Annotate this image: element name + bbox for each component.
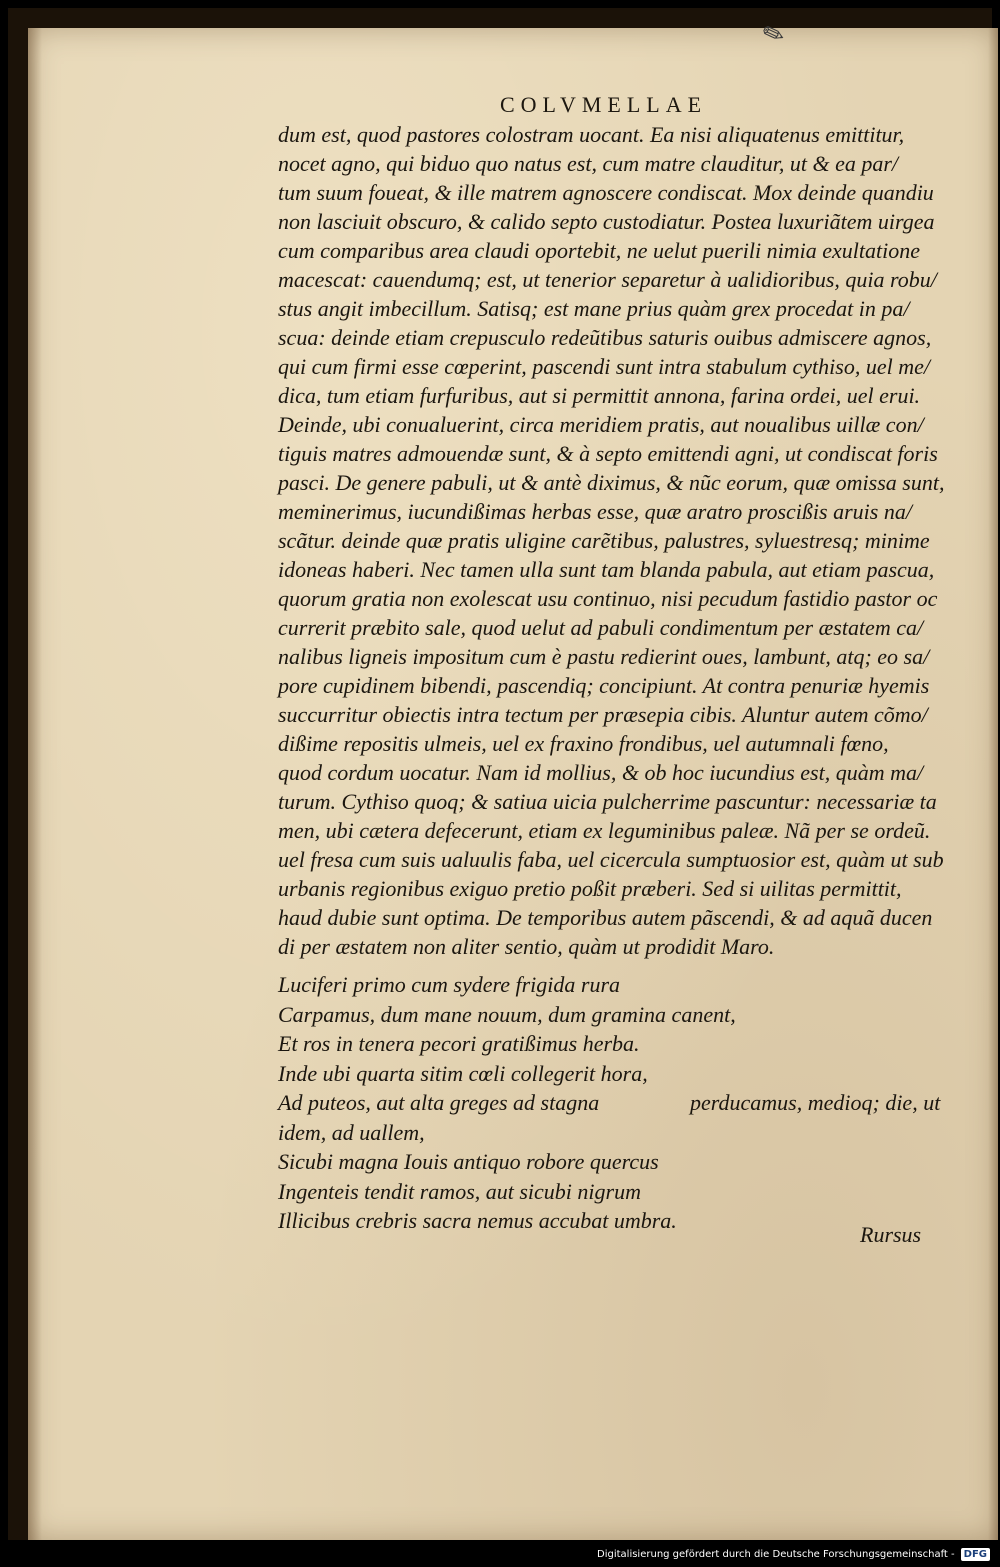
text-line: Deinde, ubi conualuerint, circa meridiem pratis, aut noualibus uillæ con/ bbox=[278, 412, 924, 437]
text-line: dica, tum etiam furfuribus, aut si permittit annona, farina ordei, uel erui. bbox=[278, 383, 921, 408]
text-line: scua: deinde etiam crepusculo redeũtibus saturis ouibus admiscere agnos, bbox=[278, 325, 932, 350]
text-line: haud dubie sunt optima. De temporibus autem pãscendi, & ad aquã ducen bbox=[278, 905, 933, 930]
text-line: tum suum foueat, & ille matrem agnoscere condiscat. Mox deinde quandiu bbox=[278, 180, 934, 205]
text-line: dum est, quod pastores colostram uocant. Ea nisi aliquatenus emittitur, bbox=[278, 122, 905, 147]
verse-text: Luciferi primo cum sydere frigida rura bbox=[278, 972, 620, 997]
footer-credit bbox=[597, 1548, 990, 1561]
verse-line bbox=[278, 1177, 958, 1207]
verse-continuation: perducamus, medioq; die, ut bbox=[690, 1090, 941, 1115]
verse-text: idem, ad uallem, bbox=[278, 1119, 425, 1145]
text-line: dißime repositis ulmeis, uel ex fraxino frondibus, uel autumnali fœno, bbox=[278, 731, 889, 756]
catchword: Rursus bbox=[860, 1222, 922, 1247]
running-head: COLVMELLAE bbox=[500, 92, 708, 117]
text-line: di per æstatem non aliter sentio, quàm ut prodidit Maro. bbox=[278, 934, 775, 959]
verse-text: Inde ubi quarta sitim cœli collegerit hora, bbox=[278, 1060, 648, 1086]
verse-text: Et ros in tenera pecori gratißimus herba. bbox=[278, 1031, 640, 1056]
ink-mark-icon: ✎ bbox=[758, 17, 790, 53]
dfg-logo: DFG bbox=[961, 1548, 990, 1561]
text-line: idoneas haberi. Nec tamen ulla sunt tam blanda pabula, aut etiam pascua, bbox=[278, 557, 935, 582]
text-line: urbanis regionibus exiguo pretio poßit præberi. Sed si uilitas permittit, bbox=[278, 876, 902, 901]
verse-line bbox=[278, 1147, 958, 1177]
verse-text: Carpamus, dum mane nouum, dum gramina canent, bbox=[278, 1001, 736, 1027]
footer-text: Digitalisierung gefördert durch die Deutsche Forschungsgemeinschaft - bbox=[597, 1549, 955, 1560]
text-line: scãtur. deinde quæ pratis uligine carẽtibus, palustres, syluestresq; minime bbox=[278, 528, 930, 553]
verse-line bbox=[278, 1029, 958, 1059]
text-line: nalibus ligneis impositum cum è pastu redierint oues, lambunt, atq; eo sa/ bbox=[278, 644, 930, 669]
text-line: tiguis matres admouendæ sunt, & à septo emittendi agni, ut condiscat foris bbox=[278, 441, 938, 466]
verse-text: Sicubi magna Iouis antiquo robore quercus bbox=[278, 1149, 659, 1174]
text-line: turum. Cythiso quoq; & satiua uicia pulcherrime pascuntur: necessariæ ta bbox=[278, 789, 937, 814]
text-line: pasci. De genere pabuli, ut & antè diximus, & nũc eorum, quæ omissa sunt, bbox=[278, 470, 945, 495]
text-line: pore cupidinem bibendi, pascendiq; concipiunt. At contra penuriæ hyemis bbox=[278, 673, 930, 698]
text-line: uel fresa cum suis ualuulis faba, uel cicercula sumptuosior est, quàm ut sub bbox=[278, 847, 944, 872]
text-line: cum comparibus area claudi oportebit, ne uelut puerili nimia exultatione bbox=[278, 238, 920, 263]
text-line: succurritur obiectis intra tectum per præsepia cibis. Aluntur autem cõmo/ bbox=[278, 702, 928, 727]
page-shadow-left bbox=[28, 28, 42, 1540]
verse-line bbox=[278, 1088, 958, 1118]
verse-line bbox=[278, 1206, 958, 1236]
text-line: nocet agno, qui biduo quo natus est, cum matre clauditur, ut & ea par/ bbox=[278, 151, 899, 176]
page-shadow-right bbox=[988, 28, 998, 1540]
verse-quotation bbox=[278, 970, 958, 1236]
text-line: non lasciuit obscuro, & calido septo custodiatur. Postea luxuriãtem uirgea bbox=[278, 209, 935, 234]
verse-line bbox=[278, 970, 958, 1000]
body-text bbox=[278, 120, 958, 961]
verse-line bbox=[278, 1118, 958, 1148]
verse-text: Ingenteis tendit ramos, aut sicubi nigrum bbox=[278, 1178, 641, 1204]
verse-text: Illicibus crebris sacra nemus accubat umbra. bbox=[278, 1208, 677, 1233]
text-line: stus angit imbecillum. Satisq; est mane prius quàm grex procedat in pa/ bbox=[278, 296, 910, 321]
verse-text: Ad puteos, aut alta greges ad stagna bbox=[278, 1090, 600, 1115]
text-line: meminerimus, iucundißimas herbas esse, quæ aratro proscißis aruis na/ bbox=[278, 499, 912, 524]
text-line: currerit præbito sale, quod uelut ad pabuli condimentum per æstatem ca/ bbox=[278, 615, 924, 640]
text-line: quorum gratia non exolescat usu continuo, nisi pecudum fastidio pastor oc bbox=[278, 586, 938, 611]
text-line: quod cordum uocatur. Nam id mollius, & ob hoc iucundius est, quàm ma/ bbox=[278, 760, 924, 785]
verse-line bbox=[278, 1000, 958, 1030]
text-line: qui cum firmi esse cœperint, pascendi sunt intra stabulum cythiso, uel me/ bbox=[278, 354, 930, 379]
verse-line bbox=[278, 1059, 958, 1089]
text-line: macescat: cauendumq; est, ut tenerior separetur à ualidioribus, quia robu/ bbox=[278, 267, 937, 292]
text-line: men, ubi cætera defecerunt, etiam ex leguminibus paleæ. Nã per se ordeũ. bbox=[278, 818, 931, 843]
